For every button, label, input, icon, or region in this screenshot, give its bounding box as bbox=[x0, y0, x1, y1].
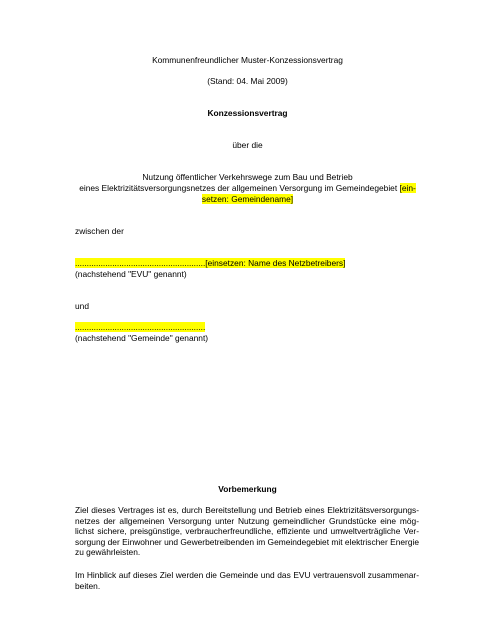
party1-block bbox=[75, 258, 420, 279]
preamble-heading: Vorbemerkung bbox=[218, 484, 277, 494]
municipality-placeholder-part-1: [ein- bbox=[399, 183, 416, 193]
contract-subject-line-3 bbox=[75, 194, 420, 205]
preamble-p1-line: lichst sichere, preisgünstige, verbraucherfreundliche, effiziente und umweltverträgliche Ver- bbox=[75, 526, 419, 537]
municipality-placeholder-part-2: setzen: Gemeindename] bbox=[201, 194, 294, 204]
contract-subject-line-1: Nutzung öffentlicher Verkehrswege zum Bau und Betrieb bbox=[142, 172, 353, 182]
party2-block bbox=[75, 322, 420, 343]
preamble-paragraph-1 bbox=[75, 505, 419, 558]
preamble-p1-line: netzes der allgemeinen Versorgung unter Nutzung gemeindlicher Grundstücke eine mög- bbox=[75, 515, 419, 526]
contract-heading: Konzessionsvertrag bbox=[207, 108, 288, 118]
document-date-line: (Stand: 04. Mai 2009) bbox=[207, 76, 288, 86]
preamble-p2-line: Im Hinblick auf dieses Ziel werden die Gemeinde und das EVU vertrauensvoll zusammenar- bbox=[75, 570, 419, 580]
preamble-p1-line: zu gewährleisten. bbox=[75, 547, 141, 558]
document-title-line: Kommunenfreundlicher Muster-Konzessionsvertrag bbox=[152, 55, 343, 65]
network-operator-placeholder: ........................................................[einsetzen: Name des Netzbetreibers] bbox=[75, 258, 346, 268]
preamble-p1-line: Ziel dieses Vertrages ist es, durch Bereitstellung und Betrieb eines Elektrizitätsversorgungs- bbox=[75, 505, 419, 515]
preamble-p1-line: sorgung der Einwohner und Gewerbetreibenden im Gemeindegebiet mit elektrischer Energie bbox=[75, 536, 419, 547]
between-label: zwischen der bbox=[75, 226, 124, 236]
party1-designation: (nachstehend "EVU" genannt) bbox=[75, 268, 187, 279]
and-label: und bbox=[75, 301, 89, 311]
contract-ueber-line: über die bbox=[232, 140, 263, 150]
municipality-name-placeholder: ........................................................ bbox=[75, 322, 206, 332]
party2-designation: (nachstehend "Gemeinde" genannt) bbox=[75, 332, 209, 343]
contract-subject-text: eines Elektrizitätsversorgungsnetzes der allgemeinen Versorgung im Gemeindegebiet bbox=[79, 183, 400, 193]
preamble-paragraph-2 bbox=[75, 570, 419, 591]
contract-subject-line-2 bbox=[62, 183, 433, 194]
preamble-p2-line: beiten. bbox=[75, 580, 101, 591]
